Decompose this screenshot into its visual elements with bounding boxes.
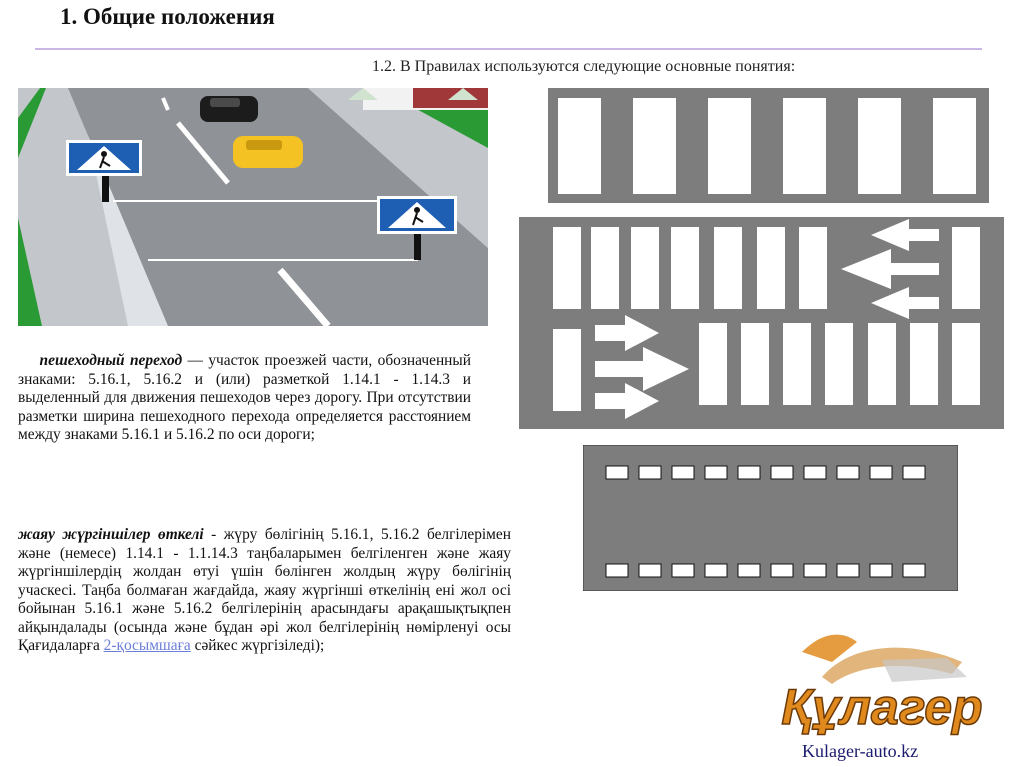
ru-definition-paragraph bbox=[18, 352, 471, 445]
appendix-2-link[interactable]: 2-қосымшаға bbox=[103, 637, 191, 654]
marking-arrows-diagram bbox=[519, 217, 1004, 429]
kz-definition-text: - жүру бөлігінің 5.16.1, 5.16.2 белгілерімен және (немесе) 1.14.1 - 1.1.14.3 таңбаларымен белгіленген және жаяу жүргіншілердің жолдан өтуі үшін бөлінген жолдың жүру бөлігінің учаскесі. Таңба болмаған жағдайда, жаяу жүргінші өткелінің ені жол осі бойынан 5.16.1 және 5.16.2 белгілерінің арасындағы арақашықтықпен айқындалады (осында және бұдан әрі жол белгілерінің нөмірленуі осы Қағидаларға bbox=[18, 526, 511, 654]
ru-definition-text: — участок проезжей части, обозначенный знаками: 5.16.1, 5.16.2 и (или) разметкой 1.14.1 - 1.14.3 и выделенный для движения пешеходов через дорогу. При отсутствии разметки ширина пешеходного перехода определяется расстоянием между знаками 5.16.1 и 5.16.2 по оси дороги; bbox=[18, 352, 471, 443]
marking-zebra-diagram bbox=[548, 88, 989, 203]
ru-definition-term: пешеходный переход bbox=[39, 352, 183, 369]
slide-title: 1. Общие положения bbox=[60, 4, 275, 29]
kz-definition-paragraph bbox=[18, 526, 511, 656]
kz-definition-term: жаяу жүргіншілер өткелі bbox=[18, 526, 204, 543]
slide-subtitle: 1.2. В Правилах используются следующие основные понятия: bbox=[372, 58, 796, 75]
site-url[interactable]: Kulager-auto.kz bbox=[802, 741, 919, 761]
marking-dashed-diagram bbox=[583, 445, 958, 591]
crosswalk-road-illustration bbox=[18, 88, 488, 326]
title-divider bbox=[35, 48, 982, 50]
kz-definition-text-end: сәйкес жүргізіледі); bbox=[190, 637, 325, 654]
logo-wordmark: Құлагер bbox=[781, 679, 983, 735]
kulager-logo bbox=[762, 622, 1002, 742]
